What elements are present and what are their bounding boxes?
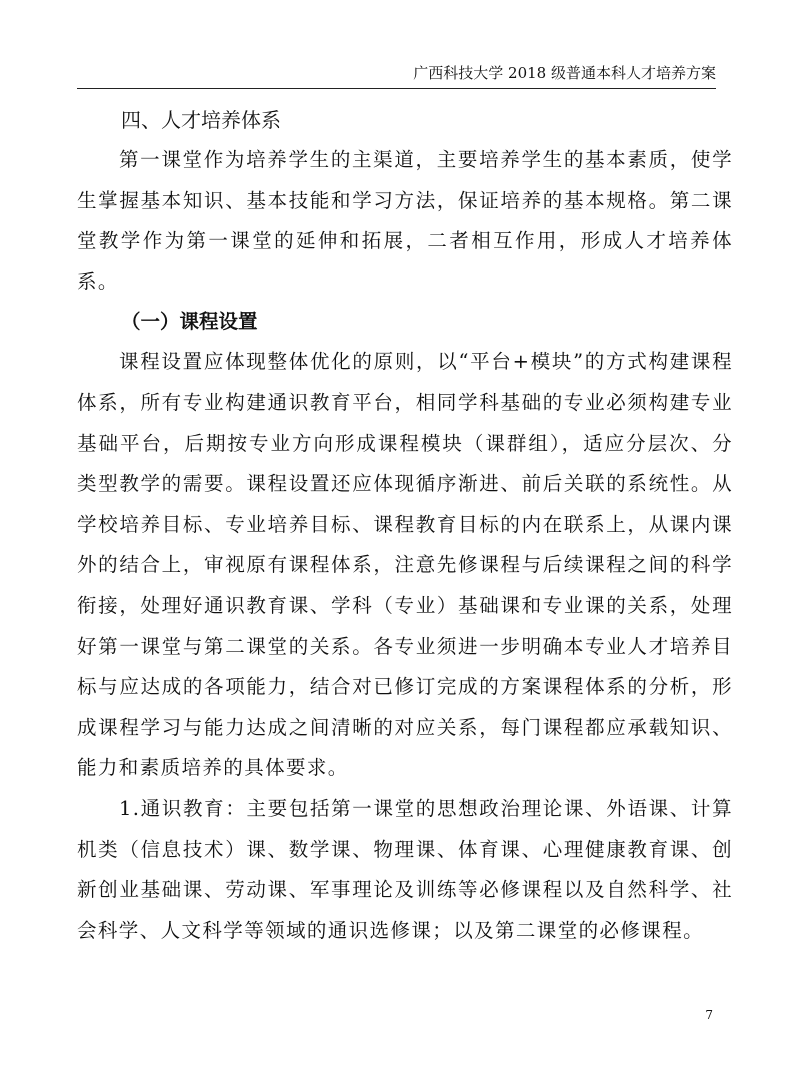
page-header	[77, 58, 716, 89]
header-title: 广西科技大学 2018 级普通本科人才培养方案	[413, 64, 716, 82]
document-body	[77, 100, 733, 951]
subsection-heading: （一）课程设置	[121, 310, 258, 334]
section-intro-paragraph: 第一课堂作为培养学生的主渠道，主要培养学生的基本素质，使学生掌握基本知识、基本技能和学习方法，保证培养的基本规格。第二课堂教学作为第一课堂的延伸和拓展，二者相互作用，形成人才培养体系。	[77, 148, 733, 293]
section-heading: 四、人才培养体系	[121, 108, 281, 132]
curriculum-paragraph: 课程设置应体现整体优化的原则，以“平台+模块”的方式构建课程体系，所有专业构建通识教育平台，相同学科基础的专业必须构建专业基础平台，后期按专业方向形成课程模块（课群组），适应分层次、分类型教学的需要。课程设置还应体现循序渐进、前后关联的系统性。从学校培养目标、专业培养目标、课程教育目标的内在联系上，从课内课外的结合上，审视原有课程体系，注意先修课程与后续课程之间的科学衔接，处理好通识教育课、学科（专业）基础课和专业课的关系，处理好第一课堂与第二课堂的关系。各专业须进一步明确本专业人才培养目标与应达成的各项能力，结合对已修订完成的方案课程体系的分析，形成课程学习与能力达成之间清晰的对应关系，每门课程都应承载知识、能力和素质培养的具体要求。	[77, 350, 733, 780]
general-education-paragraph: 1.通识教育：主要包括第一课堂的思想政治理论课、外语课、计算机类（信息技术）课、数学课、物理课、体育课、心理健康教育课、创新创业基础课、劳动课、军事理论及训练等必修课程以及自然科学、社会科学、人文科学等领域的通识选修课；以及第二课堂的必修课程。	[77, 796, 733, 942]
page-number: 7	[705, 1008, 713, 1022]
